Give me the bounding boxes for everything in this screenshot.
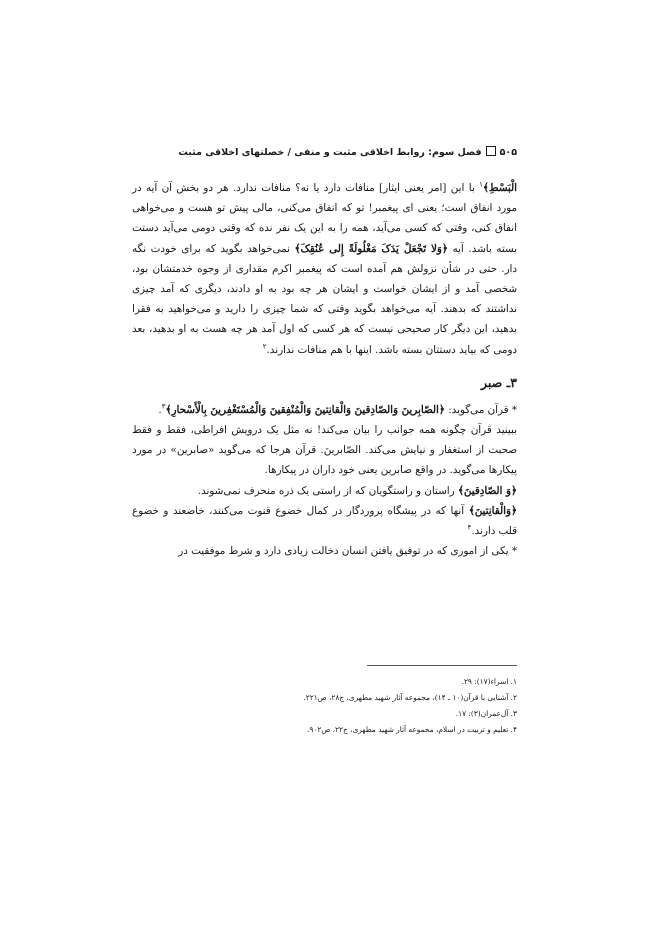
running-header xyxy=(132,146,517,158)
paragraph xyxy=(132,400,517,420)
footnote-ref: ۴ xyxy=(467,523,472,532)
paragraph-text: راستان و راستگویان که از راستی یک ذره منحرف نمی‌شوند. xyxy=(197,484,458,497)
footnote-ref: ۲ xyxy=(262,342,267,351)
paragraph-text: * قرآن می‌گوید: xyxy=(444,403,517,416)
square-ornament-icon xyxy=(486,146,496,156)
page-number: ۵۰۵ xyxy=(499,147,517,158)
footnote: ۱. اسراء(۱۷): ۲۹. xyxy=(461,677,517,686)
quran-verse: ﴿الصّابِرینَ وَالصّادِقینَ وَالْقانِتینَ وَالْمُنْفِقینَ وَالْمُسْتَغْفِرینَ بِالْأَسْحارِ﴾ xyxy=(165,403,445,416)
paragraph xyxy=(132,501,517,541)
quran-verse: ﴿وَلا تَجْعَلْ یَدَکَ مَغْلُولَةً إِلی عُنُقِکَ﴾ xyxy=(294,242,448,255)
footnote: ۳. آل‌عمران(۳): ۱۷. xyxy=(455,709,517,718)
footnote-divider xyxy=(367,665,517,666)
paragraph-text: . xyxy=(158,403,162,416)
footnote-ref: ۱ xyxy=(479,180,483,189)
quran-fragment: الْبَسْطِ﴾ xyxy=(482,182,517,194)
footnote: ۴. تعلیم و تربیت در اسلام، مجموعه آثار شهید مطهری، ج۲۲، ص۹۰۲. xyxy=(307,725,517,734)
paragraph xyxy=(132,481,517,501)
quran-verse: ﴿وَالْقانِتینَ﴾ xyxy=(468,504,517,517)
footnotes xyxy=(132,665,517,738)
paragraph-text: با این [امر یعنی ایثار] منافات دارد یا نه؟ منافات ندارد. هر دو بخش آن آیه در مورد انفاق است؛ یعنی ای پیغمبر! تو که انفاق می‌کنی، مالی پیش تو هست و می‌خواهی انفاق کنی، وقتی که کسی می‌آید، همه را به این یک نفر نده که وقتی دومی می‌آید دستت بسته باشد. آیه xyxy=(132,182,517,255)
paragraph-text: نمی‌خواهد بگوید که برای خودت نگه دار. حتی در شأن نزولش هم آمده است که پیغمبر اکرم مقداری از وجوه خدمتشان بود، شخصی آمد و از ایشان خواست و ایشان هر چه بود به او دادند، دیگری که آمد چیزی نداشتند که بدهند. آیه می‌خواهد بگوید وقتی که شما چیزی را دارید و می‌خواهید به فقرا بدهید، این دیگر کار صحیحی نیست که هر کسی که اول آمد هر چه هست به او بدهید، بعد دومی که بیاید دستتان بسته باشد. اینها با هم منافات ندارند. xyxy=(132,242,517,356)
quran-verse: ﴿وَ الصّادِقینَ﴾ xyxy=(457,484,517,497)
section-heading: ۳ـ صبر xyxy=(480,374,517,390)
chapter-title: فصل سوم: روابط اخلاقی مثبت و منفی / خصلتهای اخلاقی مثبت xyxy=(178,147,482,158)
footnote: ۲. آشنایی با قرآن(۱۰ ـ ۱۴)، مجموعه آثار شهید مطهری، ج۲۸، ص۲۲۱. xyxy=(303,693,517,702)
paragraph: ببینید قرآن چگونه همه جوانب را بیان می‌کند! نه مثل یک درویش افراطی، فقط و فقط صحبت از استغفار و نیایش می‌کند. الصّابرینَ. قرآن هرجا که می‌گوید «صابرین» در مورد پیکارها می‌گوید. در واقع صابرین یعنی خود داران در پیکارها. xyxy=(132,424,517,477)
paragraph xyxy=(132,178,517,360)
main-text xyxy=(132,178,517,561)
paragraph-text: آنها که در پیشگاه پروردگار در کمال خضوع قنوت می‌کنند، خاضعند و خضوع قلب دارند. xyxy=(132,504,517,538)
footnote-ref: ۳ xyxy=(161,402,166,411)
paragraph: * یکی از اموری که در توفیق یافتن انسان دخالت زیادی دارد و شرط موفقیت در xyxy=(178,545,517,558)
